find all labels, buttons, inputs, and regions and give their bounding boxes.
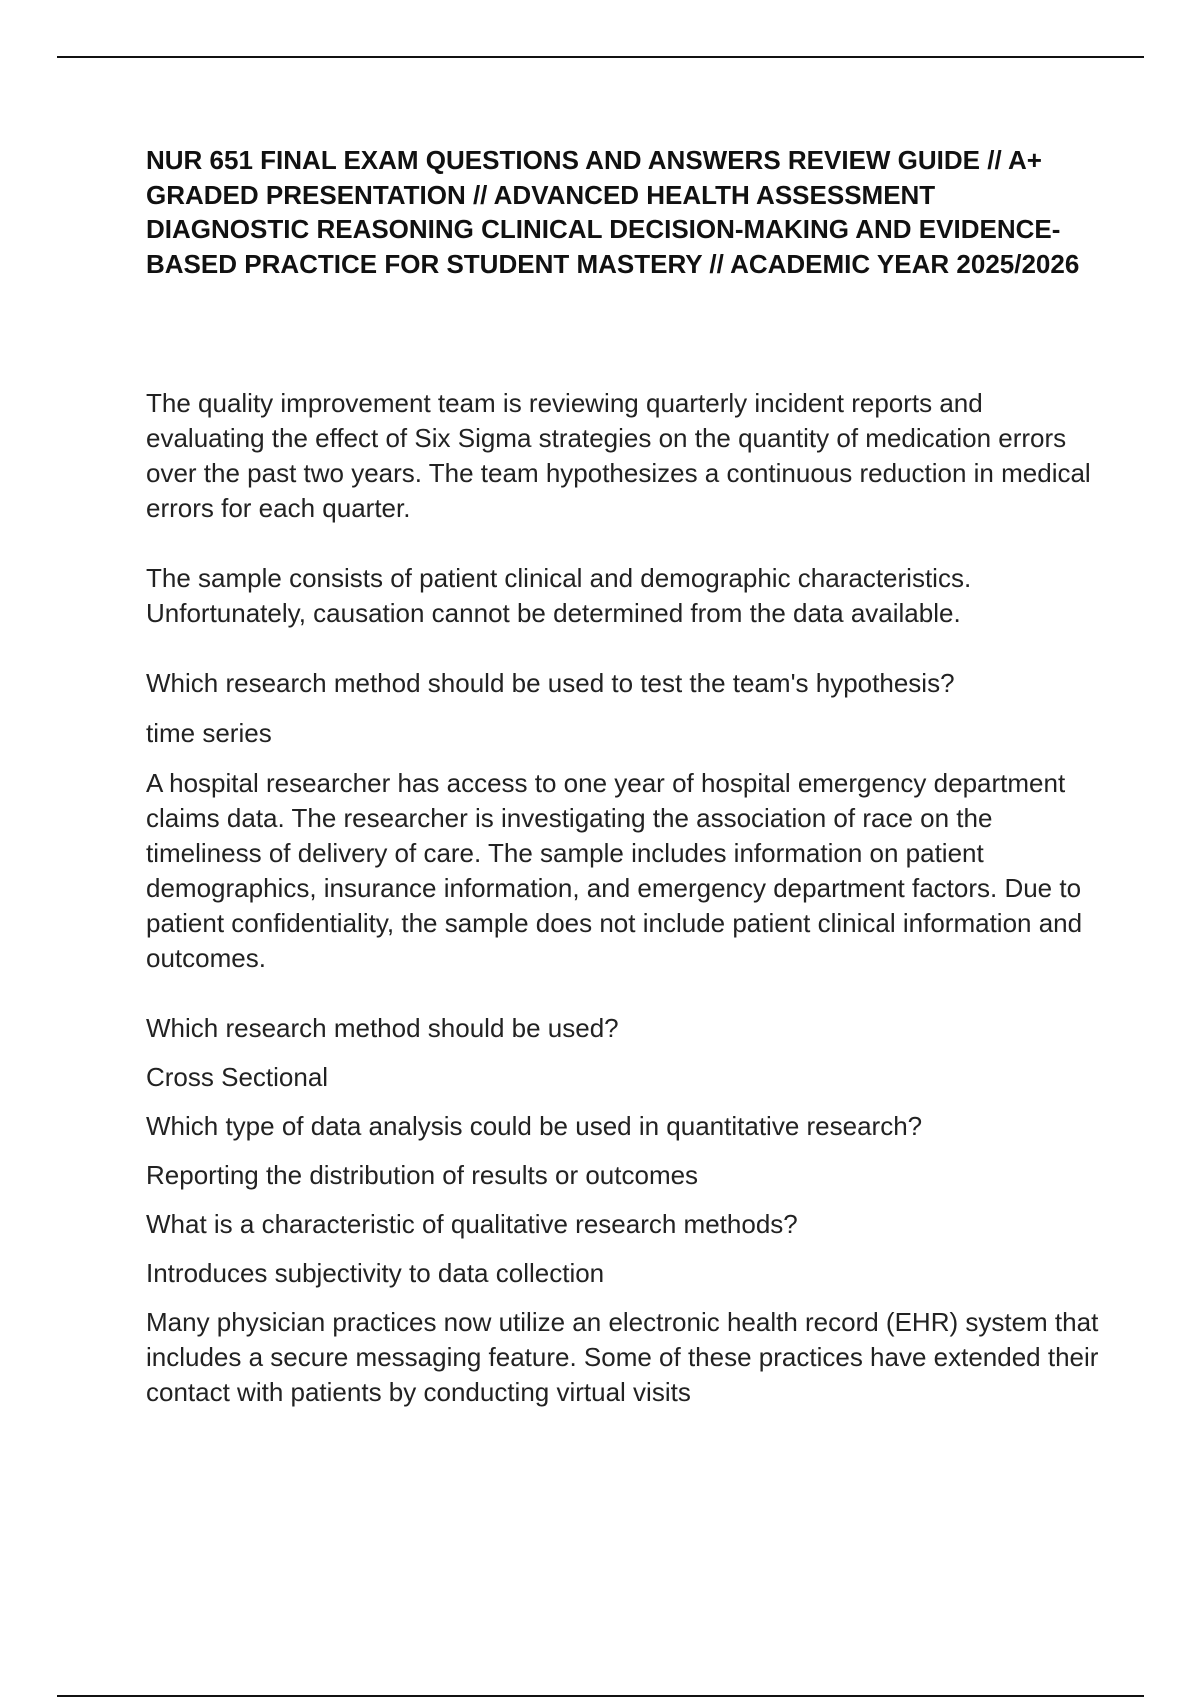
q3-answer: Reporting the distribution of results or outcomes — [146, 1160, 699, 1190]
top-rule — [57, 56, 1144, 58]
q4-answer: Introduces subjectivity to data collection — [146, 1258, 605, 1288]
document-title: NUR 651 FINAL EXAM QUESTIONS AND ANSWERS REVIEW GUIDE // A+ GRADED PRESENTATION // ADVANCED HEALTH ASSESSMENT DIAGNOSTIC REASONING CLINICAL DECISION-MAKING AND EVIDENCE-BASED PRACTICE FOR STUDENT MASTERY // ACADEMIC YEAR 2025/2026 — [146, 145, 1080, 279]
q2-answer: Cross Sectional — [146, 1062, 329, 1092]
document-body — [146, 386, 1106, 1410]
q2-question: Which research method should be used? — [146, 1013, 619, 1043]
q1-scenario-paragraph-1: The quality improvement team is reviewing quarterly incident reports and evaluating the effect of Six Sigma strategies on the quantity of medication errors over the past two years. The team hypothesizes a continuous reduction in medical errors for each quarter. — [146, 388, 1091, 523]
q1-answer: time series — [146, 718, 272, 748]
q4-question: What is a characteristic of qualitative research methods? — [146, 1209, 798, 1239]
q1-question: Which research method should be used to test the team's hypothesis? — [146, 668, 955, 698]
q5-scenario: Many physician practices now utilize an electronic health record (EHR) system that includes a secure messaging feature. Some of these practices have extended their contact with patients by conducting virtual visits — [146, 1307, 1099, 1407]
q3-question: Which type of data analysis could be used in quantitative research? — [146, 1111, 923, 1141]
q1-scenario-paragraph-2: The sample consists of patient clinical and demographic characteristics. Unfortunately, causation cannot be determined from the data available. — [146, 563, 972, 628]
q2-scenario: A hospital researcher has access to one year of hospital emergency department claims data. The researcher is investigating the association of race on the timeliness of delivery of care. The sample includes information on patient demographics, insurance information, and emergency department factors. Due to patient confidentiality, the sample does not include patient clinical information and outcomes. — [146, 768, 1083, 973]
bottom-rule — [57, 1695, 1144, 1697]
